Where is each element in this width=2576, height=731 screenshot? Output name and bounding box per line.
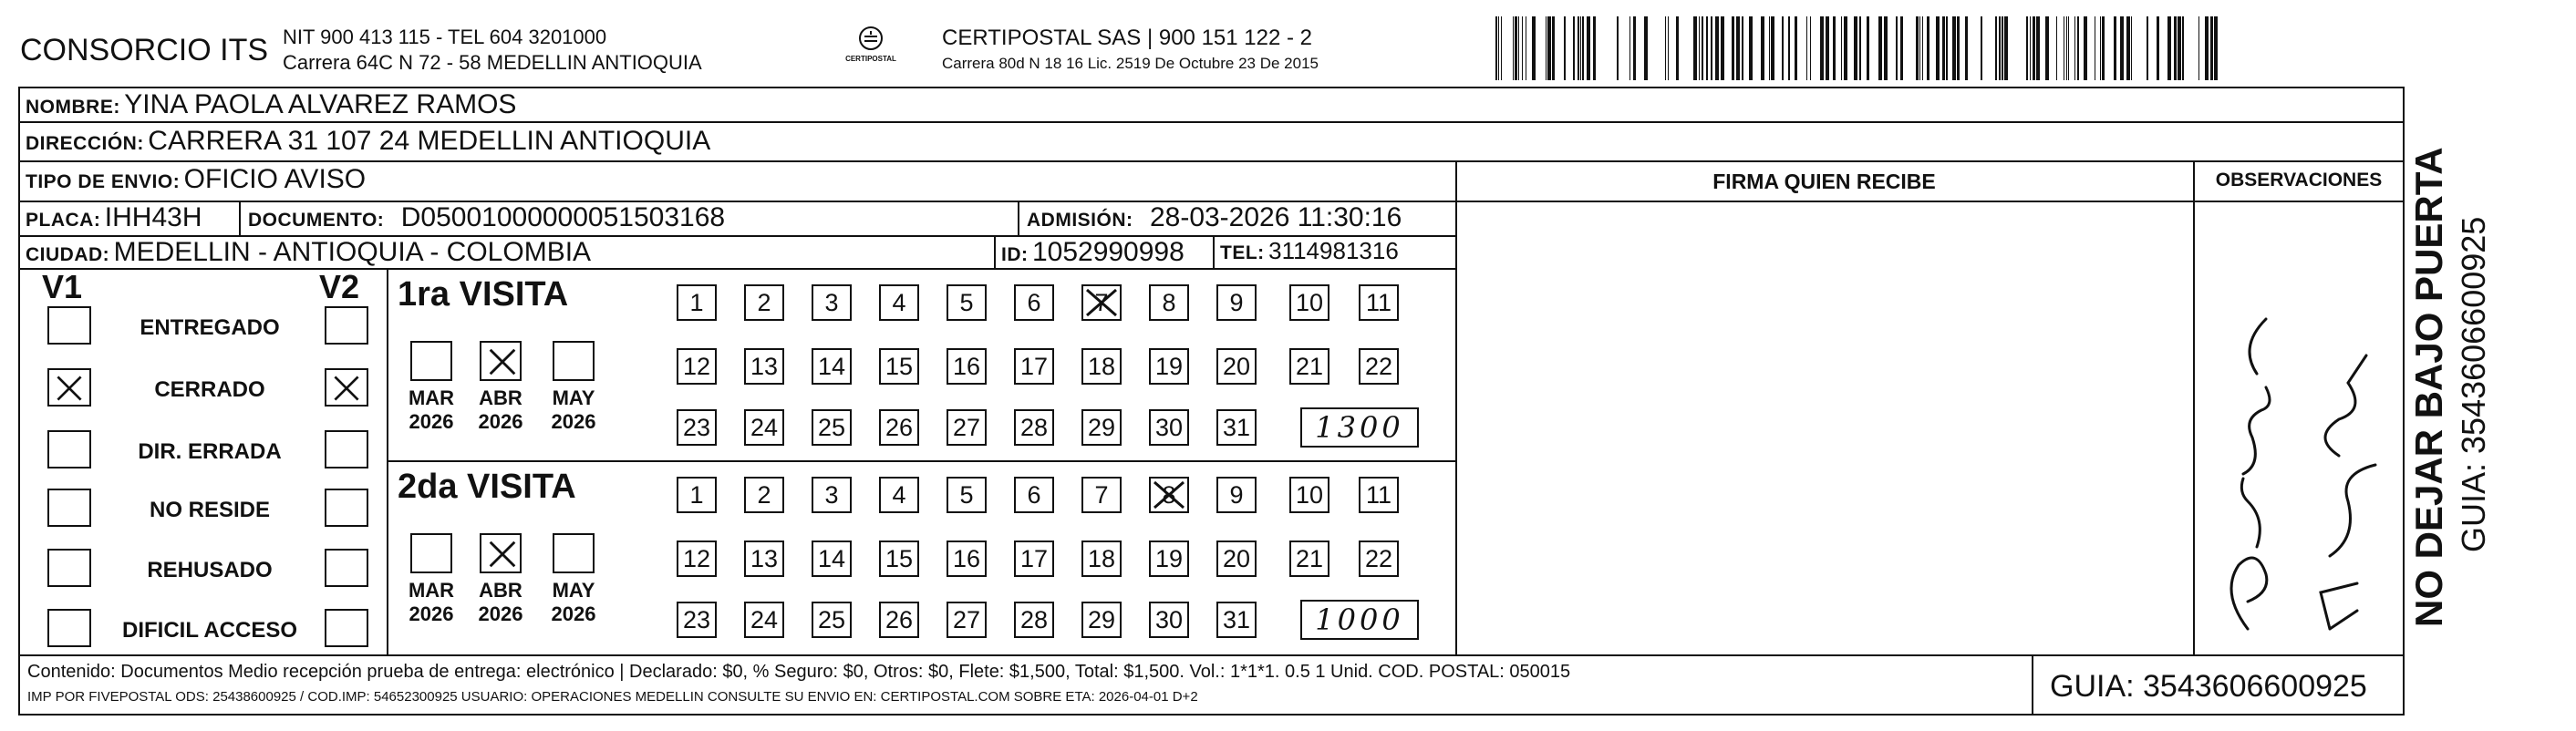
company-name: CONSORCIO ITS bbox=[20, 33, 269, 67]
day-number: 20 bbox=[1222, 353, 1251, 380]
id-row bbox=[1001, 237, 1185, 268]
day-number: 9 bbox=[1229, 289, 1244, 316]
v1-checkbox[interactable] bbox=[47, 368, 91, 407]
day-number: 8 bbox=[1162, 481, 1176, 509]
day-box[interactable] bbox=[1014, 348, 1054, 385]
v2-checkbox[interactable] bbox=[325, 306, 368, 345]
status-item-label: DIR. ERRADA bbox=[138, 439, 282, 464]
day-number: 27 bbox=[952, 606, 981, 633]
nombre-row bbox=[26, 89, 516, 120]
day-box[interactable] bbox=[812, 409, 852, 446]
col-divider bbox=[1213, 235, 1215, 268]
day-box[interactable] bbox=[812, 284, 852, 321]
status-item-label: DIFICIL ACCESO bbox=[121, 618, 297, 643]
row-divider bbox=[18, 654, 2405, 656]
placa-value: IHH43H bbox=[104, 202, 202, 232]
day-box[interactable] bbox=[879, 541, 919, 577]
day-box[interactable] bbox=[947, 541, 987, 577]
day-box[interactable] bbox=[947, 602, 987, 638]
nombre-value: YINA PAOLA ALVAREZ RAMOS bbox=[124, 89, 517, 119]
day-box[interactable] bbox=[1289, 477, 1329, 513]
day-box[interactable] bbox=[812, 477, 852, 513]
day-number: 6 bbox=[1027, 481, 1041, 509]
footer-contenido: Contenido: Documentos Medio recepción prueba de entrega: electrónico | Declarado: $0, % Seguro: $0, Otros: $0, Flete: $1,500, Total: $1,500. Vol.: 1*1*1. 0.5 1 Unid. COD. POSTAL: 050015 bbox=[27, 662, 1571, 682]
v1-checkbox[interactable] bbox=[47, 549, 91, 587]
day-box[interactable] bbox=[1216, 284, 1257, 321]
placa-label: PLACA: bbox=[26, 210, 101, 231]
day-number: 16 bbox=[952, 545, 981, 572]
day-number: 14 bbox=[817, 545, 846, 572]
day-box[interactable] bbox=[677, 477, 717, 513]
day-number: 11 bbox=[1365, 289, 1392, 316]
day-number: 4 bbox=[892, 481, 906, 509]
day-box[interactable] bbox=[1081, 409, 1122, 446]
month-checkbox[interactable] bbox=[553, 533, 595, 573]
day-number: 18 bbox=[1087, 545, 1116, 572]
day-number: 24 bbox=[750, 606, 779, 633]
col-divider bbox=[239, 201, 241, 235]
day-number: 15 bbox=[885, 353, 914, 380]
side-guia: GUIA: 3543606600925 bbox=[2455, 216, 2492, 552]
v2-checkbox[interactable] bbox=[325, 489, 368, 527]
month-checkbox[interactable] bbox=[480, 341, 522, 381]
day-number: 1 bbox=[689, 289, 704, 316]
day-box[interactable] bbox=[1216, 477, 1257, 513]
placa-row bbox=[26, 202, 202, 233]
day-box[interactable] bbox=[744, 284, 784, 321]
day-box[interactable] bbox=[1289, 348, 1329, 385]
ciudad-label: CIUDAD: bbox=[26, 244, 110, 265]
day-number: 17 bbox=[1019, 353, 1049, 380]
footer-imp: IMP POR FIVEPOSTAL ODS: 25438600925 / COD.IMP: 54652300925 USUARIO: OPERACIONES MEDELLIN CONSULTE SU ENVIO EN: CERTIPOSTAL.COM SOBRE ETA: 2026-04-01 D+2 bbox=[27, 689, 1198, 705]
firma-label: FIRMA QUIEN RECIBE bbox=[1712, 170, 1936, 193]
row-divider bbox=[18, 268, 1455, 270]
day-box[interactable] bbox=[1014, 541, 1054, 577]
day-box[interactable] bbox=[947, 409, 987, 446]
day-box[interactable] bbox=[677, 602, 717, 638]
month-year: 2026 bbox=[409, 410, 454, 433]
month-label bbox=[542, 386, 605, 434]
status-item-label: ENTREGADO bbox=[140, 315, 280, 340]
day-box[interactable] bbox=[1149, 477, 1189, 513]
documento-row bbox=[248, 202, 725, 233]
day-box[interactable] bbox=[879, 602, 919, 638]
month-name: MAR bbox=[408, 386, 455, 409]
day-number: 12 bbox=[682, 353, 711, 380]
day-number: 26 bbox=[885, 414, 914, 441]
day-number: 19 bbox=[1154, 353, 1184, 380]
day-box[interactable] bbox=[677, 348, 717, 385]
day-box[interactable] bbox=[1081, 602, 1122, 638]
status-item-label: REHUSADO bbox=[147, 558, 273, 582]
month-year: 2026 bbox=[478, 602, 523, 625]
status-item-label: NO RESIDE bbox=[149, 498, 271, 522]
day-box[interactable] bbox=[1014, 409, 1054, 446]
day-box[interactable] bbox=[1014, 477, 1054, 513]
v2-checkbox[interactable] bbox=[325, 609, 368, 647]
v1-checkbox[interactable] bbox=[47, 430, 91, 468]
admision-value: 28-03-2026 11:30:16 bbox=[1149, 202, 1402, 232]
visit-title: 1ra VISITA bbox=[398, 275, 569, 314]
day-number: 31 bbox=[1222, 606, 1251, 633]
day-box[interactable] bbox=[1081, 477, 1122, 513]
month-name: ABR bbox=[479, 579, 522, 602]
day-number: 7 bbox=[1094, 289, 1109, 316]
day-number: 3 bbox=[824, 289, 839, 316]
day-box[interactable] bbox=[1359, 284, 1399, 321]
carrier-address: Carrera 80d N 18 16 Lic. 2519 De Octubre 23 De 2015 bbox=[942, 55, 1319, 72]
observaciones-label: OBSERVACIONES bbox=[2215, 170, 2383, 190]
day-box[interactable] bbox=[1014, 284, 1054, 321]
day-box[interactable] bbox=[1359, 348, 1399, 385]
day-box[interactable] bbox=[947, 477, 987, 513]
v1-checkbox[interactable] bbox=[47, 609, 91, 647]
col-divider bbox=[1455, 160, 1457, 654]
col-divider bbox=[2032, 654, 2033, 716]
day-box[interactable] bbox=[879, 284, 919, 321]
day-number: 6 bbox=[1027, 289, 1041, 316]
tipo-value: OFICIO AVISO bbox=[183, 164, 367, 194]
admision-row bbox=[1027, 202, 1402, 233]
day-number: 25 bbox=[817, 606, 846, 633]
day-box[interactable] bbox=[677, 409, 717, 446]
status-item-label: CERRADO bbox=[154, 377, 265, 402]
side-warning: NO DEJAR BAJO PUERTA bbox=[2407, 147, 2450, 627]
day-box[interactable] bbox=[812, 541, 852, 577]
v1-label: V1 bbox=[42, 268, 83, 305]
month-year: 2026 bbox=[551, 602, 596, 625]
logo-text: CERTIPOSTAL bbox=[845, 55, 896, 63]
day-number: 2 bbox=[757, 481, 771, 509]
tel-label: TEL: bbox=[1220, 242, 1265, 263]
day-box[interactable] bbox=[1149, 409, 1189, 446]
day-number: 21 bbox=[1295, 545, 1324, 572]
day-box[interactable] bbox=[744, 541, 784, 577]
day-number: 13 bbox=[750, 545, 779, 572]
month-year: 2026 bbox=[551, 410, 596, 433]
month-label bbox=[469, 386, 533, 434]
day-number: 29 bbox=[1087, 606, 1116, 633]
month-checkbox[interactable] bbox=[410, 533, 452, 573]
day-box[interactable] bbox=[1359, 541, 1399, 577]
day-number: 26 bbox=[885, 606, 914, 633]
day-number: 16 bbox=[952, 353, 981, 380]
ciudad-row bbox=[26, 237, 591, 268]
day-number: 7 bbox=[1094, 481, 1109, 509]
day-number: 21 bbox=[1295, 353, 1324, 380]
row-divider bbox=[18, 160, 2405, 162]
admision-label: ADMISIÓN: bbox=[1027, 210, 1133, 231]
day-box[interactable] bbox=[744, 602, 784, 638]
day-number: 9 bbox=[1229, 481, 1244, 509]
direccion-label: DIRECCIÓN: bbox=[26, 133, 144, 154]
day-box[interactable] bbox=[744, 348, 784, 385]
month-name: MAY bbox=[552, 579, 595, 602]
day-number: 31 bbox=[1222, 414, 1251, 441]
tel-row bbox=[1220, 237, 1399, 265]
day-box[interactable] bbox=[1081, 284, 1122, 321]
day-number: 19 bbox=[1154, 545, 1184, 572]
day-box[interactable] bbox=[947, 284, 987, 321]
day-box[interactable] bbox=[1289, 541, 1329, 577]
v1-checkbox[interactable] bbox=[47, 489, 91, 527]
day-box[interactable] bbox=[879, 348, 919, 385]
v1-checkbox[interactable] bbox=[47, 306, 91, 345]
day-number: 23 bbox=[682, 414, 711, 441]
day-box[interactable] bbox=[1149, 541, 1189, 577]
observaciones-note bbox=[2193, 201, 2405, 654]
month-label bbox=[469, 579, 533, 626]
day-number: 1 bbox=[689, 481, 704, 509]
day-number: 25 bbox=[817, 414, 846, 441]
day-box[interactable] bbox=[1216, 409, 1257, 446]
day-box[interactable] bbox=[1359, 477, 1399, 513]
day-number: 28 bbox=[1019, 414, 1049, 441]
day-number: 10 bbox=[1295, 289, 1324, 316]
month-name: ABR bbox=[479, 386, 522, 409]
day-box[interactable] bbox=[879, 409, 919, 446]
footer-guia: GUIA: 3543606600925 bbox=[2050, 669, 2367, 704]
documento-value: D05001000000051503168 bbox=[400, 202, 726, 232]
day-box[interactable] bbox=[812, 348, 852, 385]
month-checkbox[interactable] bbox=[410, 341, 452, 381]
visit-time-box[interactable]: 1000 bbox=[1300, 600, 1419, 640]
barcode bbox=[1495, 16, 2225, 80]
ciudad-value: MEDELLIN - ANTIOQUIA - COLOMBIA bbox=[113, 237, 592, 267]
day-box[interactable] bbox=[677, 541, 717, 577]
day-box[interactable] bbox=[677, 284, 717, 321]
month-checkbox[interactable] bbox=[553, 341, 595, 381]
day-number: 5 bbox=[959, 289, 974, 316]
visit-title: 2da VISITA bbox=[398, 468, 576, 506]
month-checkbox[interactable] bbox=[480, 533, 522, 573]
v2-label: V2 bbox=[319, 268, 360, 305]
day-number: 2 bbox=[757, 289, 771, 316]
day-number: 18 bbox=[1087, 353, 1116, 380]
day-box[interactable] bbox=[879, 477, 919, 513]
day-box[interactable] bbox=[1149, 348, 1189, 385]
id-value: 1052990998 bbox=[1031, 237, 1185, 267]
day-number: 10 bbox=[1295, 481, 1324, 509]
day-number: 30 bbox=[1154, 414, 1184, 441]
id-label: ID: bbox=[1001, 244, 1029, 265]
day-number: 8 bbox=[1162, 289, 1176, 316]
day-number: 12 bbox=[682, 545, 711, 572]
day-box[interactable] bbox=[744, 409, 784, 446]
month-label bbox=[399, 386, 463, 434]
month-year: 2026 bbox=[409, 602, 454, 625]
day-number: 29 bbox=[1087, 414, 1116, 441]
day-box[interactable] bbox=[1149, 602, 1189, 638]
day-number: 15 bbox=[885, 545, 914, 572]
day-number: 3 bbox=[824, 481, 839, 509]
day-number: 22 bbox=[1364, 545, 1393, 572]
day-number: 24 bbox=[750, 414, 779, 441]
visit-time-box[interactable]: 1300 bbox=[1300, 407, 1419, 448]
day-number: 17 bbox=[1019, 545, 1049, 572]
documento-label: DOCUMENTO: bbox=[248, 210, 385, 231]
month-label bbox=[542, 579, 605, 626]
v2-checkbox[interactable] bbox=[325, 549, 368, 587]
col-divider bbox=[994, 235, 996, 268]
col-divider bbox=[1018, 201, 1019, 235]
day-box[interactable] bbox=[1081, 348, 1122, 385]
day-box[interactable] bbox=[812, 602, 852, 638]
day-number: 30 bbox=[1154, 606, 1184, 633]
day-number: 22 bbox=[1364, 353, 1393, 380]
nombre-label: NOMBRE: bbox=[26, 97, 120, 118]
direccion-value: CARRERA 31 107 24 MEDELLIN ANTIOQUIA bbox=[148, 126, 711, 156]
company-address: Carrera 64C N 72 - 58 MEDELLIN ANTIOQUIA bbox=[283, 51, 702, 74]
tipo-label: TIPO DE ENVIO: bbox=[26, 171, 181, 192]
month-year: 2026 bbox=[478, 410, 523, 433]
tel-value: 3114981316 bbox=[1268, 237, 1399, 264]
day-box[interactable] bbox=[1149, 284, 1189, 321]
day-number: 5 bbox=[959, 481, 974, 509]
day-number: 20 bbox=[1222, 545, 1251, 572]
row-divider bbox=[387, 460, 1455, 462]
direccion-row bbox=[26, 126, 710, 157]
day-box[interactable] bbox=[1014, 602, 1054, 638]
month-name: MAY bbox=[552, 386, 595, 409]
company-nit: NIT 900 413 115 - TEL 604 3201000 bbox=[283, 26, 607, 48]
day-box[interactable] bbox=[1289, 284, 1329, 321]
day-number: 14 bbox=[817, 353, 846, 380]
day-box[interactable] bbox=[1081, 541, 1122, 577]
day-number: 13 bbox=[750, 353, 779, 380]
day-number: 4 bbox=[892, 289, 906, 316]
day-number: 28 bbox=[1019, 606, 1049, 633]
day-number: 11 bbox=[1365, 481, 1392, 509]
day-number: 23 bbox=[682, 606, 711, 633]
day-box[interactable] bbox=[1216, 348, 1257, 385]
day-box[interactable] bbox=[947, 348, 987, 385]
tipo-row bbox=[26, 164, 366, 195]
v2-checkbox[interactable] bbox=[325, 368, 368, 407]
row-divider bbox=[18, 121, 2405, 123]
month-label bbox=[399, 579, 463, 626]
day-box[interactable] bbox=[1216, 541, 1257, 577]
month-name: MAR bbox=[408, 579, 455, 602]
carrier-line: CERTIPOSTAL SAS | 900 151 122 - 2 bbox=[942, 26, 1312, 50]
day-box[interactable] bbox=[1216, 602, 1257, 638]
day-number: 27 bbox=[952, 414, 981, 441]
day-box[interactable] bbox=[744, 477, 784, 513]
v2-checkbox[interactable] bbox=[325, 430, 368, 468]
certipostal-logo bbox=[834, 24, 907, 67]
